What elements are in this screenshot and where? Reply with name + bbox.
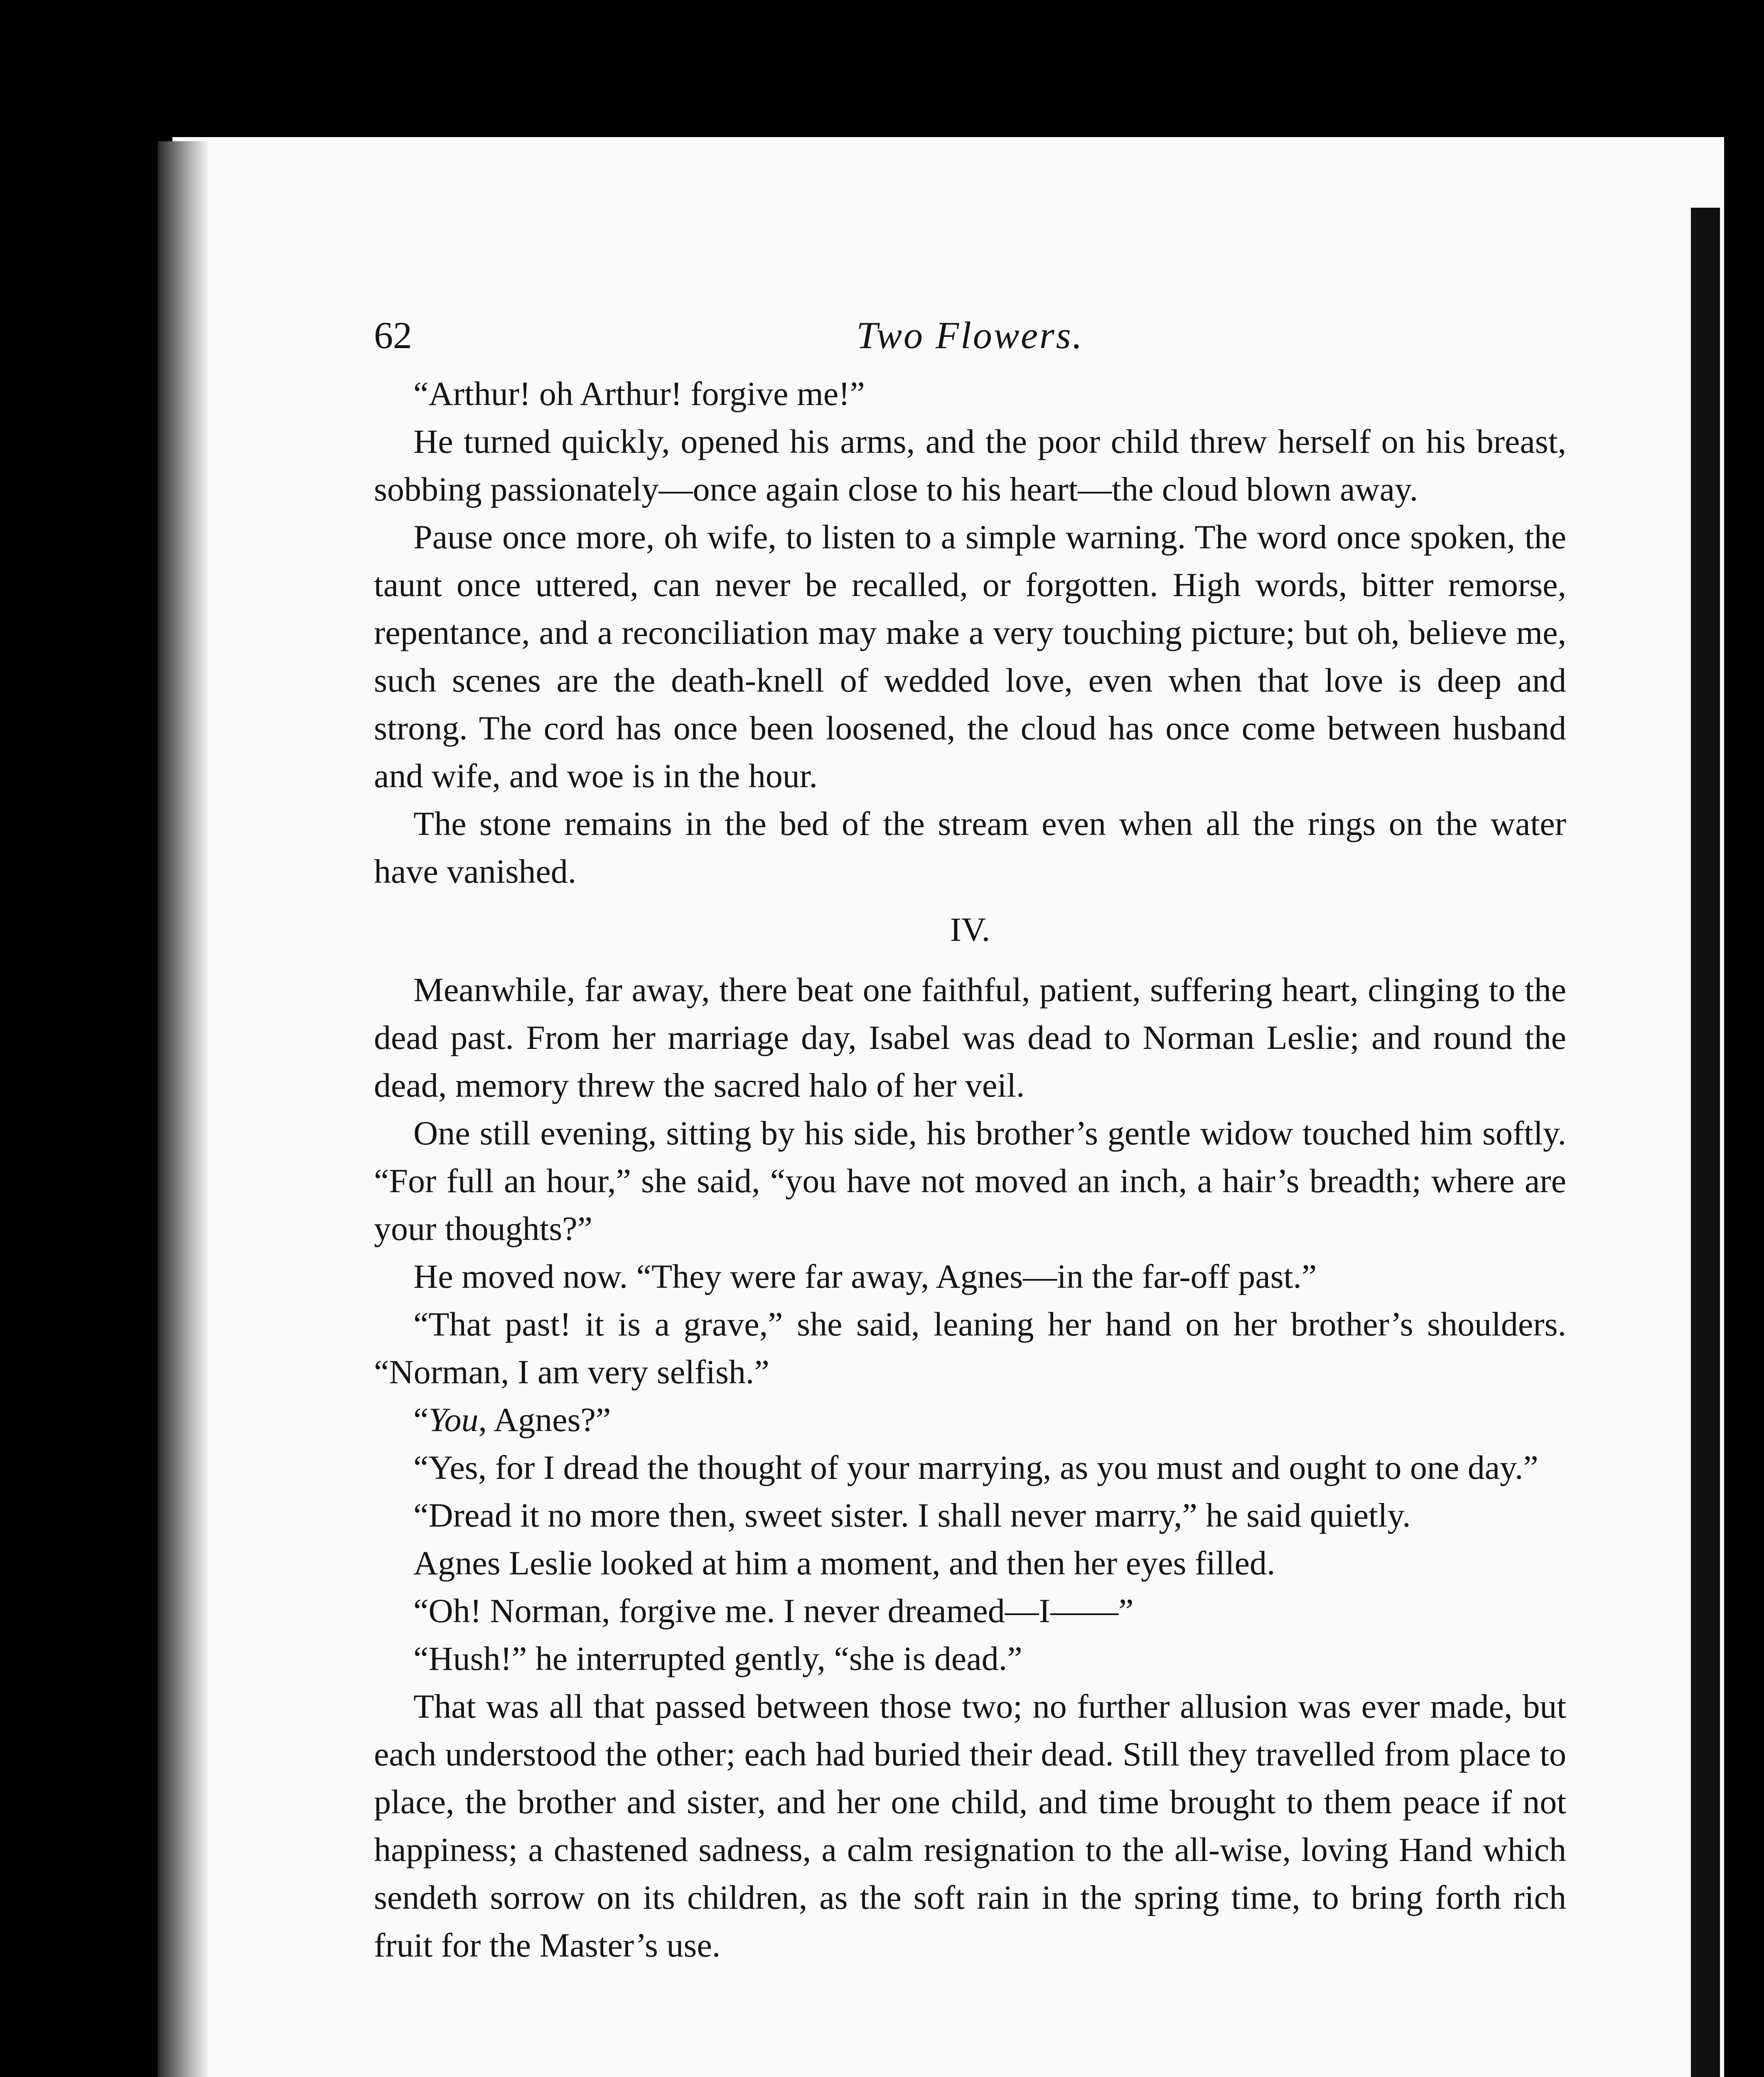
page-header [374, 307, 1566, 370]
paragraph [374, 2073, 1566, 2077]
paragraph-you [374, 1396, 1566, 1444]
paragraph: “That past! it is a grave,” she said, leaning her hand on her brother’s shoulders. “Norman, I am very selfish.” [374, 1305, 1566, 1391]
italic-you: You [428, 1401, 479, 1439]
paragraph: That was all that passed between those two; no further allusion was ever made, but each understood the other; each had buried their dead. Still they travelled from place to place, the brother and sister, and her one child, and time brought to them peace if not happiness; a chastened sadness, a calm resignation to the all-wise, loving Hand which sendeth sorrow on its children, as the soft rain in the spring time, to bring forth rich fruit for the Master’s use. [374, 1687, 1566, 1964]
paragraph: “Arthur! oh Arthur! forgive me!” [413, 375, 865, 412]
paragraph: “Yes, for I dread the thought of your marrying, as you must and ought to one day.” [413, 1448, 1538, 1486]
paragraph: Pause once more, oh wife, to listen to a simple warning. The word once spoken, the taunt once uttered, can never be recalled, or forgotten. High words, bitter remorse, repentance, and a reconciliation may make a very touching picture; but oh, believe me, such scenes are the death-knell of wedded love, even when that love is deep and strong. The cord has once been loosened, the cloud has once come between husband and wife, and woe is in the hour. [374, 518, 1566, 795]
paragraph: “Dread it no more then, sweet sister. I shall never marry,” he said quietly. [413, 1496, 1411, 1534]
running-title: Two Flowers. [856, 314, 1084, 356]
binding-edge [158, 141, 208, 2077]
paragraph: “Oh! Norman, forgive me. I never dreamed—I——” [413, 1592, 1134, 1630]
facing-page-edge [1691, 208, 1720, 2077]
paragraph: One still evening, sitting by his side, his brother’s gentle widow touched him softly. “For full an hour,” she said, “you have not moved an inch, a hair’s breadth; where are your thoughts?” [374, 1114, 1566, 1247]
paragraph: “Hush!” he interrupted gently, “she is dead.” [413, 1640, 1022, 1677]
paragraph: The stone remains in the bed of the stream even when all the rings on the water have vanished. [374, 805, 1566, 890]
paragraph: He moved now. “They were far away, Agnes—in the far-off past.” [413, 1257, 1317, 1295]
paragraph: He turned quickly, opened his arms, and the poor child threw herself on his breast, sobbing passionately—once again close to his heart—the cloud blown away. [374, 422, 1566, 508]
you-rest: , Agnes?” [478, 1401, 611, 1439]
page-number: 62 [374, 314, 412, 356]
page-text [374, 307, 1566, 2077]
section-heading: IV. [950, 911, 990, 948]
quote-open: “ [413, 1401, 429, 1439]
paragraph: Meanwhile, far away, there beat one faithful, patient, suffering heart, clinging to the dead past. From her marriage day, Isabel was dead to Norman Leslie; and round the dead, memory threw the sacred halo of her veil. [374, 971, 1566, 1104]
paragraph: Agnes Leslie looked at him a moment, and then her eyes filled. [413, 1544, 1275, 1582]
